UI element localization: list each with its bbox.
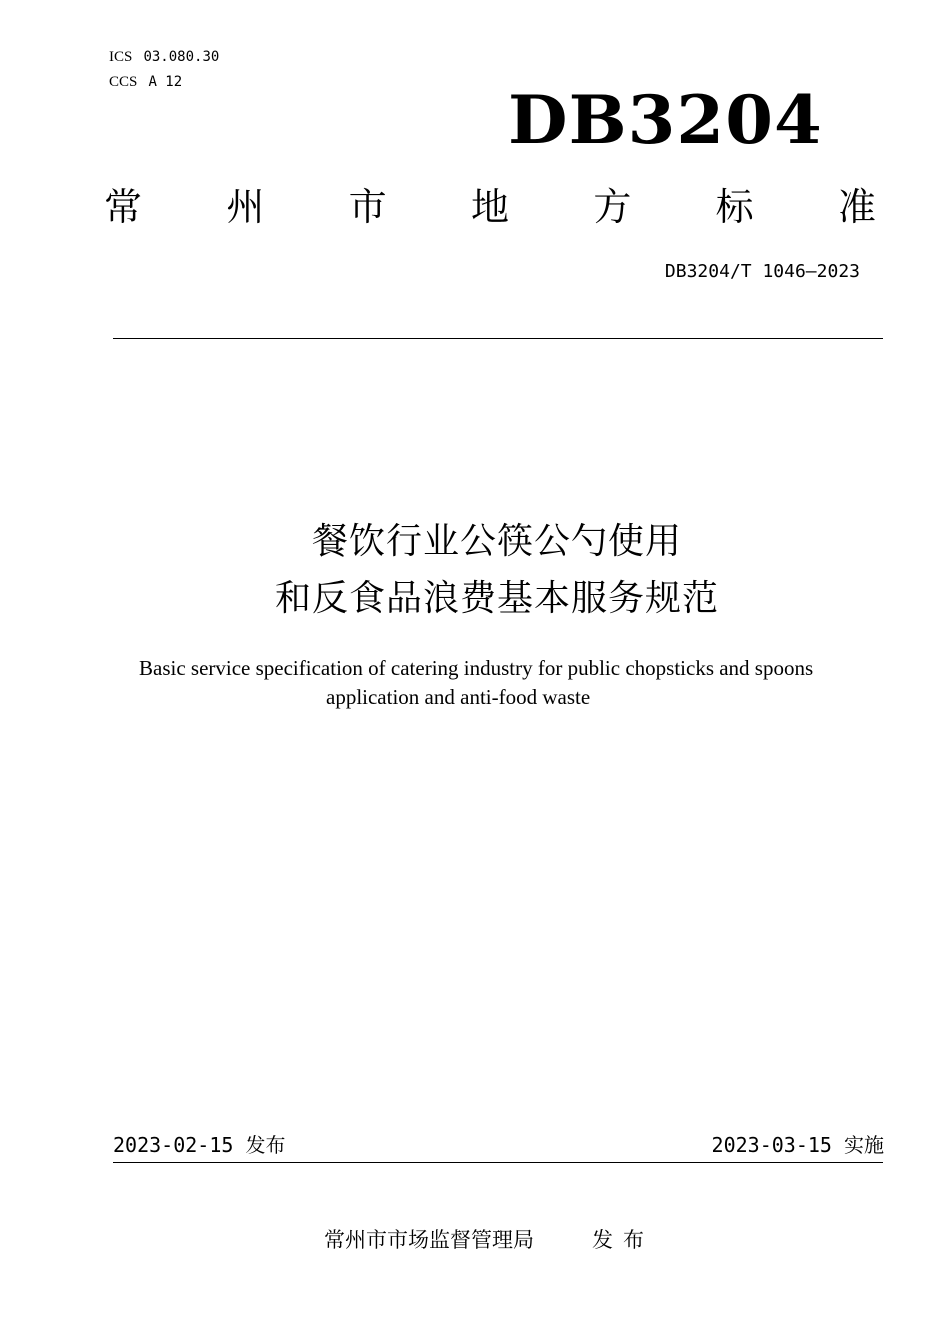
title-en-line1: Basic service specification of catering industry for public chopsticks and spoons [139,656,814,680]
implement-label: 实施 [844,1133,884,1157]
title-en-line2: application and anti-food waste [326,685,591,709]
category-char: 州 [226,185,265,229]
category-char: 标 [715,185,754,229]
issue-label: 发布 [245,1133,286,1157]
title-cn-line1: 餐饮行业公筷公勺使用 [311,521,682,562]
issue-verb: 发布 [592,1228,654,1252]
ics-label: ICS [109,49,133,65]
implement-date-row [712,1132,884,1158]
category-char: 准 [837,185,876,229]
issuing-authority: 常州市市场监督管理局 [324,1228,534,1252]
title-cn-line2: 和反食品浪费基本服务规范 [274,578,719,619]
category-char: 地 [470,185,509,229]
category-char: 方 [593,185,632,229]
issue-date: 2023-02-15 [113,1133,234,1157]
category-char: 常 [104,185,143,229]
implement-date: 2023-03-15 [711,1133,832,1157]
footer-divider [113,1162,883,1163]
category-char: 市 [348,185,387,229]
standard-code-logo: DB3204 [508,81,823,159]
ccs-label: CCS [109,74,138,90]
standard-number: DB3204/T 1046—2023 [664,261,860,282]
standard-category [104,184,876,230]
issue-date-row [113,1132,285,1158]
ccs-code: A 12 [148,74,183,90]
ics-code: 03.080.30 [143,49,220,65]
ccs-row [109,71,182,91]
header-divider [113,338,883,339]
ics-row [109,46,219,66]
